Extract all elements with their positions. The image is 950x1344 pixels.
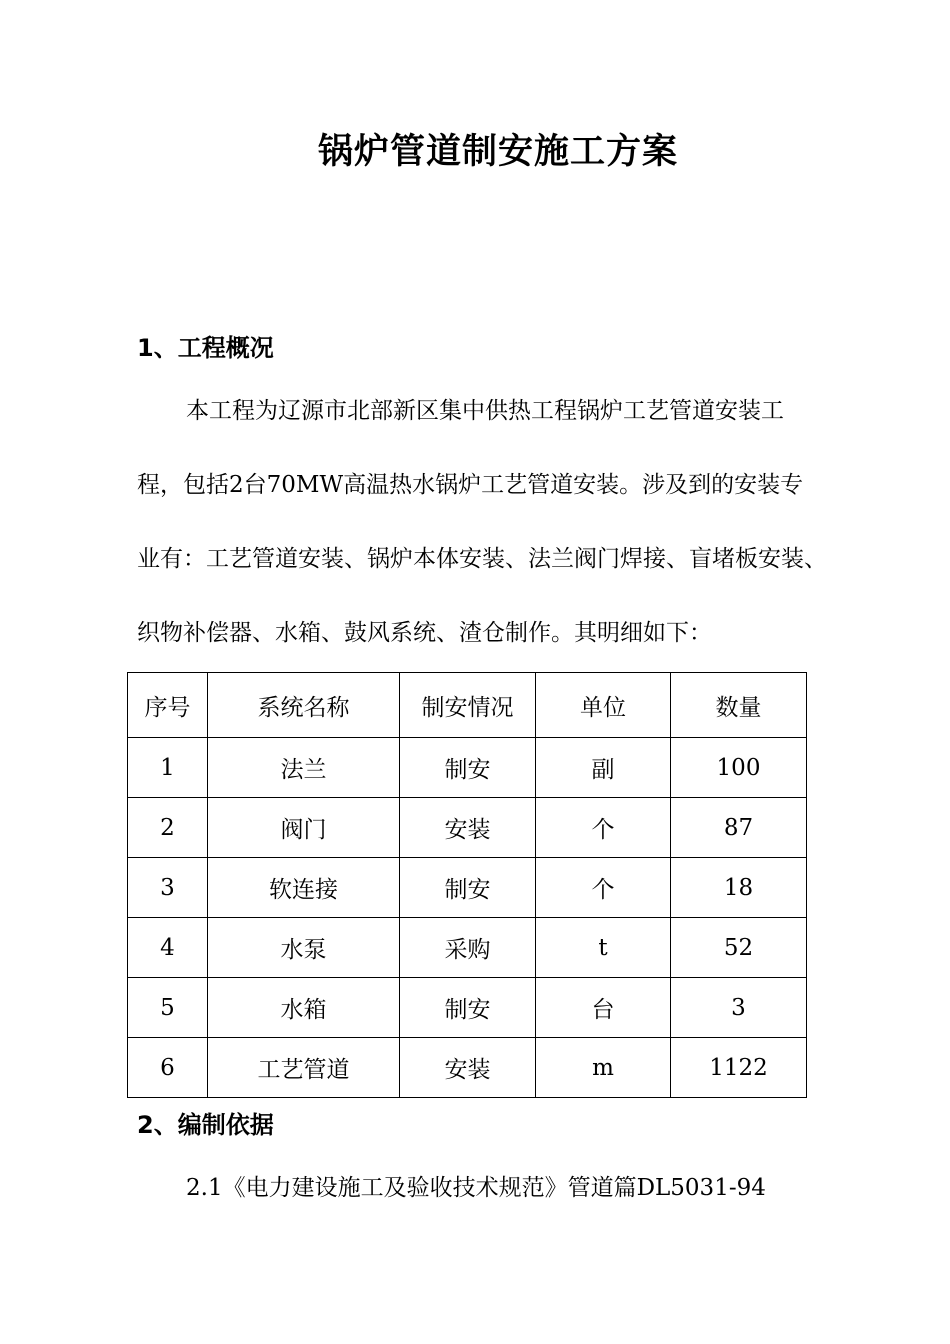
table-header-row: [128, 673, 807, 738]
table-cell: 安装: [400, 798, 536, 858]
paragraph-line: 织物补偿器、水箱、鼓风系统、渣仓制作。其明细如下：: [137, 620, 712, 646]
table-cell: 法兰: [208, 738, 400, 798]
table-cell: 2: [128, 798, 208, 858]
table-cell: m: [536, 1038, 671, 1098]
table-cell: 6: [128, 1038, 208, 1098]
header-cell-unit: 单位: [536, 673, 671, 738]
header-cell-status: 制安情况: [400, 673, 536, 738]
table-row: [128, 858, 807, 918]
paragraph-line: 程，包括2台70MW高温热水锅炉工艺管道安装。涉及到的安装专: [137, 472, 804, 498]
table-cell: 制安: [400, 738, 536, 798]
table-cell: 18: [671, 858, 807, 918]
table-cell: 1: [128, 738, 208, 798]
reference-line: 2.1《电力建设施工及验收技术规范》管道篇DL5031-94: [186, 1175, 766, 1201]
table-row: [128, 798, 807, 858]
table-cell: 4: [128, 918, 208, 978]
table-cell: 阀门: [208, 798, 400, 858]
table-cell: 52: [671, 918, 807, 978]
table-cell: t: [536, 918, 671, 978]
table-cell: 制安: [400, 858, 536, 918]
document-title: 锅炉管道制安施工方案: [317, 132, 678, 172]
table-cell: 制安: [400, 978, 536, 1038]
table-cell: 100: [671, 738, 807, 798]
table-cell: 安装: [400, 1038, 536, 1098]
table-cell: 个: [536, 798, 671, 858]
table-cell: 采购: [400, 918, 536, 978]
table-cell: 3: [671, 978, 807, 1038]
table-row: [128, 1038, 807, 1098]
table-cell: 87: [671, 798, 807, 858]
table-cell: 3: [128, 858, 208, 918]
table-row: [128, 978, 807, 1038]
table-cell: 台: [536, 978, 671, 1038]
table-cell: 5: [128, 978, 208, 1038]
table-row: [128, 738, 807, 798]
header-cell-quantity: 数量: [671, 673, 807, 738]
table-cell: 水泵: [208, 918, 400, 978]
table-cell: 1122: [671, 1038, 807, 1098]
section-heading-basis: 2、编制依据: [137, 1111, 274, 1139]
table-row: [128, 918, 807, 978]
header-cell-system-name: 系统名称: [208, 673, 400, 738]
table-cell: 副: [536, 738, 671, 798]
header-cell-index: 序号: [128, 673, 208, 738]
paragraph-line: 本工程为辽源市北部新区集中供热工程锅炉工艺管道安装工: [186, 398, 784, 424]
table-cell: 个: [536, 858, 671, 918]
table-cell: 软连接: [208, 858, 400, 918]
section-heading-overview: 1、工程概况: [137, 334, 274, 362]
paragraph-line: 业有：工艺管道安装、锅炉本体安装、法兰阀门焊接、盲堵板安装、: [137, 546, 827, 572]
table-cell: 工艺管道: [208, 1038, 400, 1098]
detail-table: [127, 672, 807, 1098]
table-cell: 水箱: [208, 978, 400, 1038]
